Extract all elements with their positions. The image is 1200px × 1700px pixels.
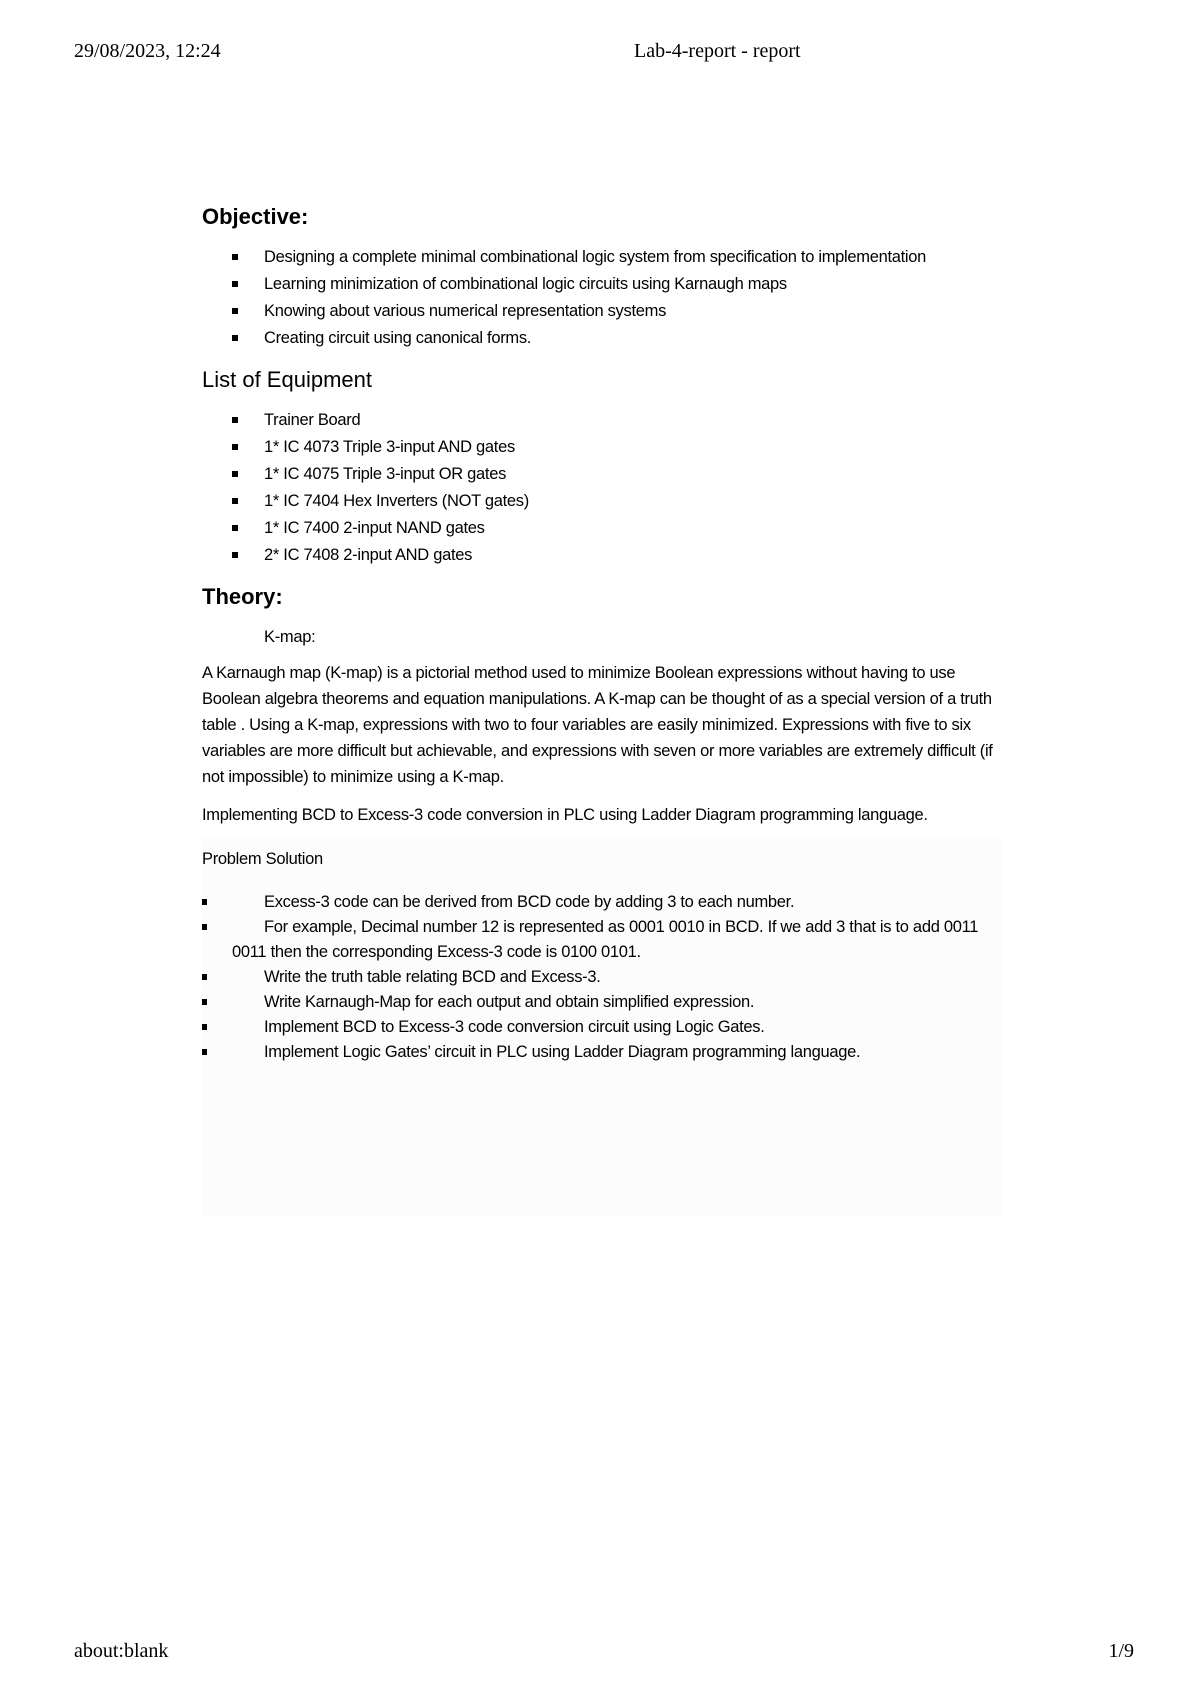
document-page — [202, 204, 1002, 1216]
task-paragraph: Implementing BCD to Excess-3 code conversion in PLC using Ladder Diagram programming language. — [202, 806, 928, 824]
problem-solution-section — [202, 838, 1002, 1216]
page-number: 1/9 — [1108, 1640, 1134, 1662]
list-item: For example, Decimal number 12 is represented as 0001 0010 in BCD. If we add 3 that is to add 0011 0011 then the corresponding Excess-3 code is 0100 0101. — [202, 915, 1002, 965]
problem-solution-list — [202, 890, 1002, 1065]
objective-heading: Objective: — [202, 204, 309, 229]
list-item: Write the truth table relating BCD and Excess-3. — [202, 965, 1002, 990]
list-item: Designing a complete minimal combinational logic system from specification to implementation — [202, 244, 1002, 270]
print-url: about:blank — [74, 1640, 169, 1662]
objective-list — [202, 244, 1002, 351]
list-item: Write Karnaugh-Map for each output and obtain simplified expression. — [202, 990, 1002, 1015]
theory-heading: Theory: — [202, 584, 283, 609]
list-item: Creating circuit using canonical forms. — [202, 325, 1002, 351]
list-item: Learning minimization of combinational logic circuits using Karnaugh maps — [202, 271, 1002, 297]
list-item: 1* IC 7400 2-input NAND gates — [202, 515, 1002, 541]
list-item: Implement BCD to Excess-3 code conversion circuit using Logic Gates. — [202, 1015, 1002, 1040]
equipment-list — [202, 407, 1002, 568]
kmap-paragraph: A Karnaugh map (K-map) is a pictorial method used to minimize Boolean expressions without having to use Boolean algebra theorems and equation manipulations. A K-map can be thought of as a special version of a truth table . Using a K-map, expressions with two to four variables are easily minimized. Expressions with five to six variables are more difficult but achievable, and expressions with seven or more variables are extremely difficult (if not impossible) to minimize using a K-map. — [202, 664, 993, 786]
list-item: Implement Logic Gates’ circuit in PLC using Ladder Diagram programming language. — [202, 1040, 1002, 1065]
print-datetime: 29/08/2023, 12:24 — [74, 40, 221, 62]
kmap-label: K-map: — [264, 628, 316, 646]
problem-solution-title: Problem Solution — [202, 850, 323, 868]
equipment-heading: List of Equipment — [202, 367, 372, 392]
list-item: 1* IC 4073 Triple 3-input AND gates — [202, 434, 1002, 460]
list-item: 2* IC 7408 2-input AND gates — [202, 542, 1002, 568]
list-item: 1* IC 4075 Triple 3-input OR gates — [202, 461, 1002, 487]
list-item: Knowing about various numerical representation systems — [202, 298, 1002, 324]
list-item: Trainer Board — [202, 407, 1002, 433]
list-item: Excess-3 code can be derived from BCD code by adding 3 to each number. — [202, 890, 1002, 915]
print-document-title: Lab-4-report - report — [634, 40, 801, 62]
list-item: 1* IC 7404 Hex Inverters (NOT gates) — [202, 488, 1002, 514]
